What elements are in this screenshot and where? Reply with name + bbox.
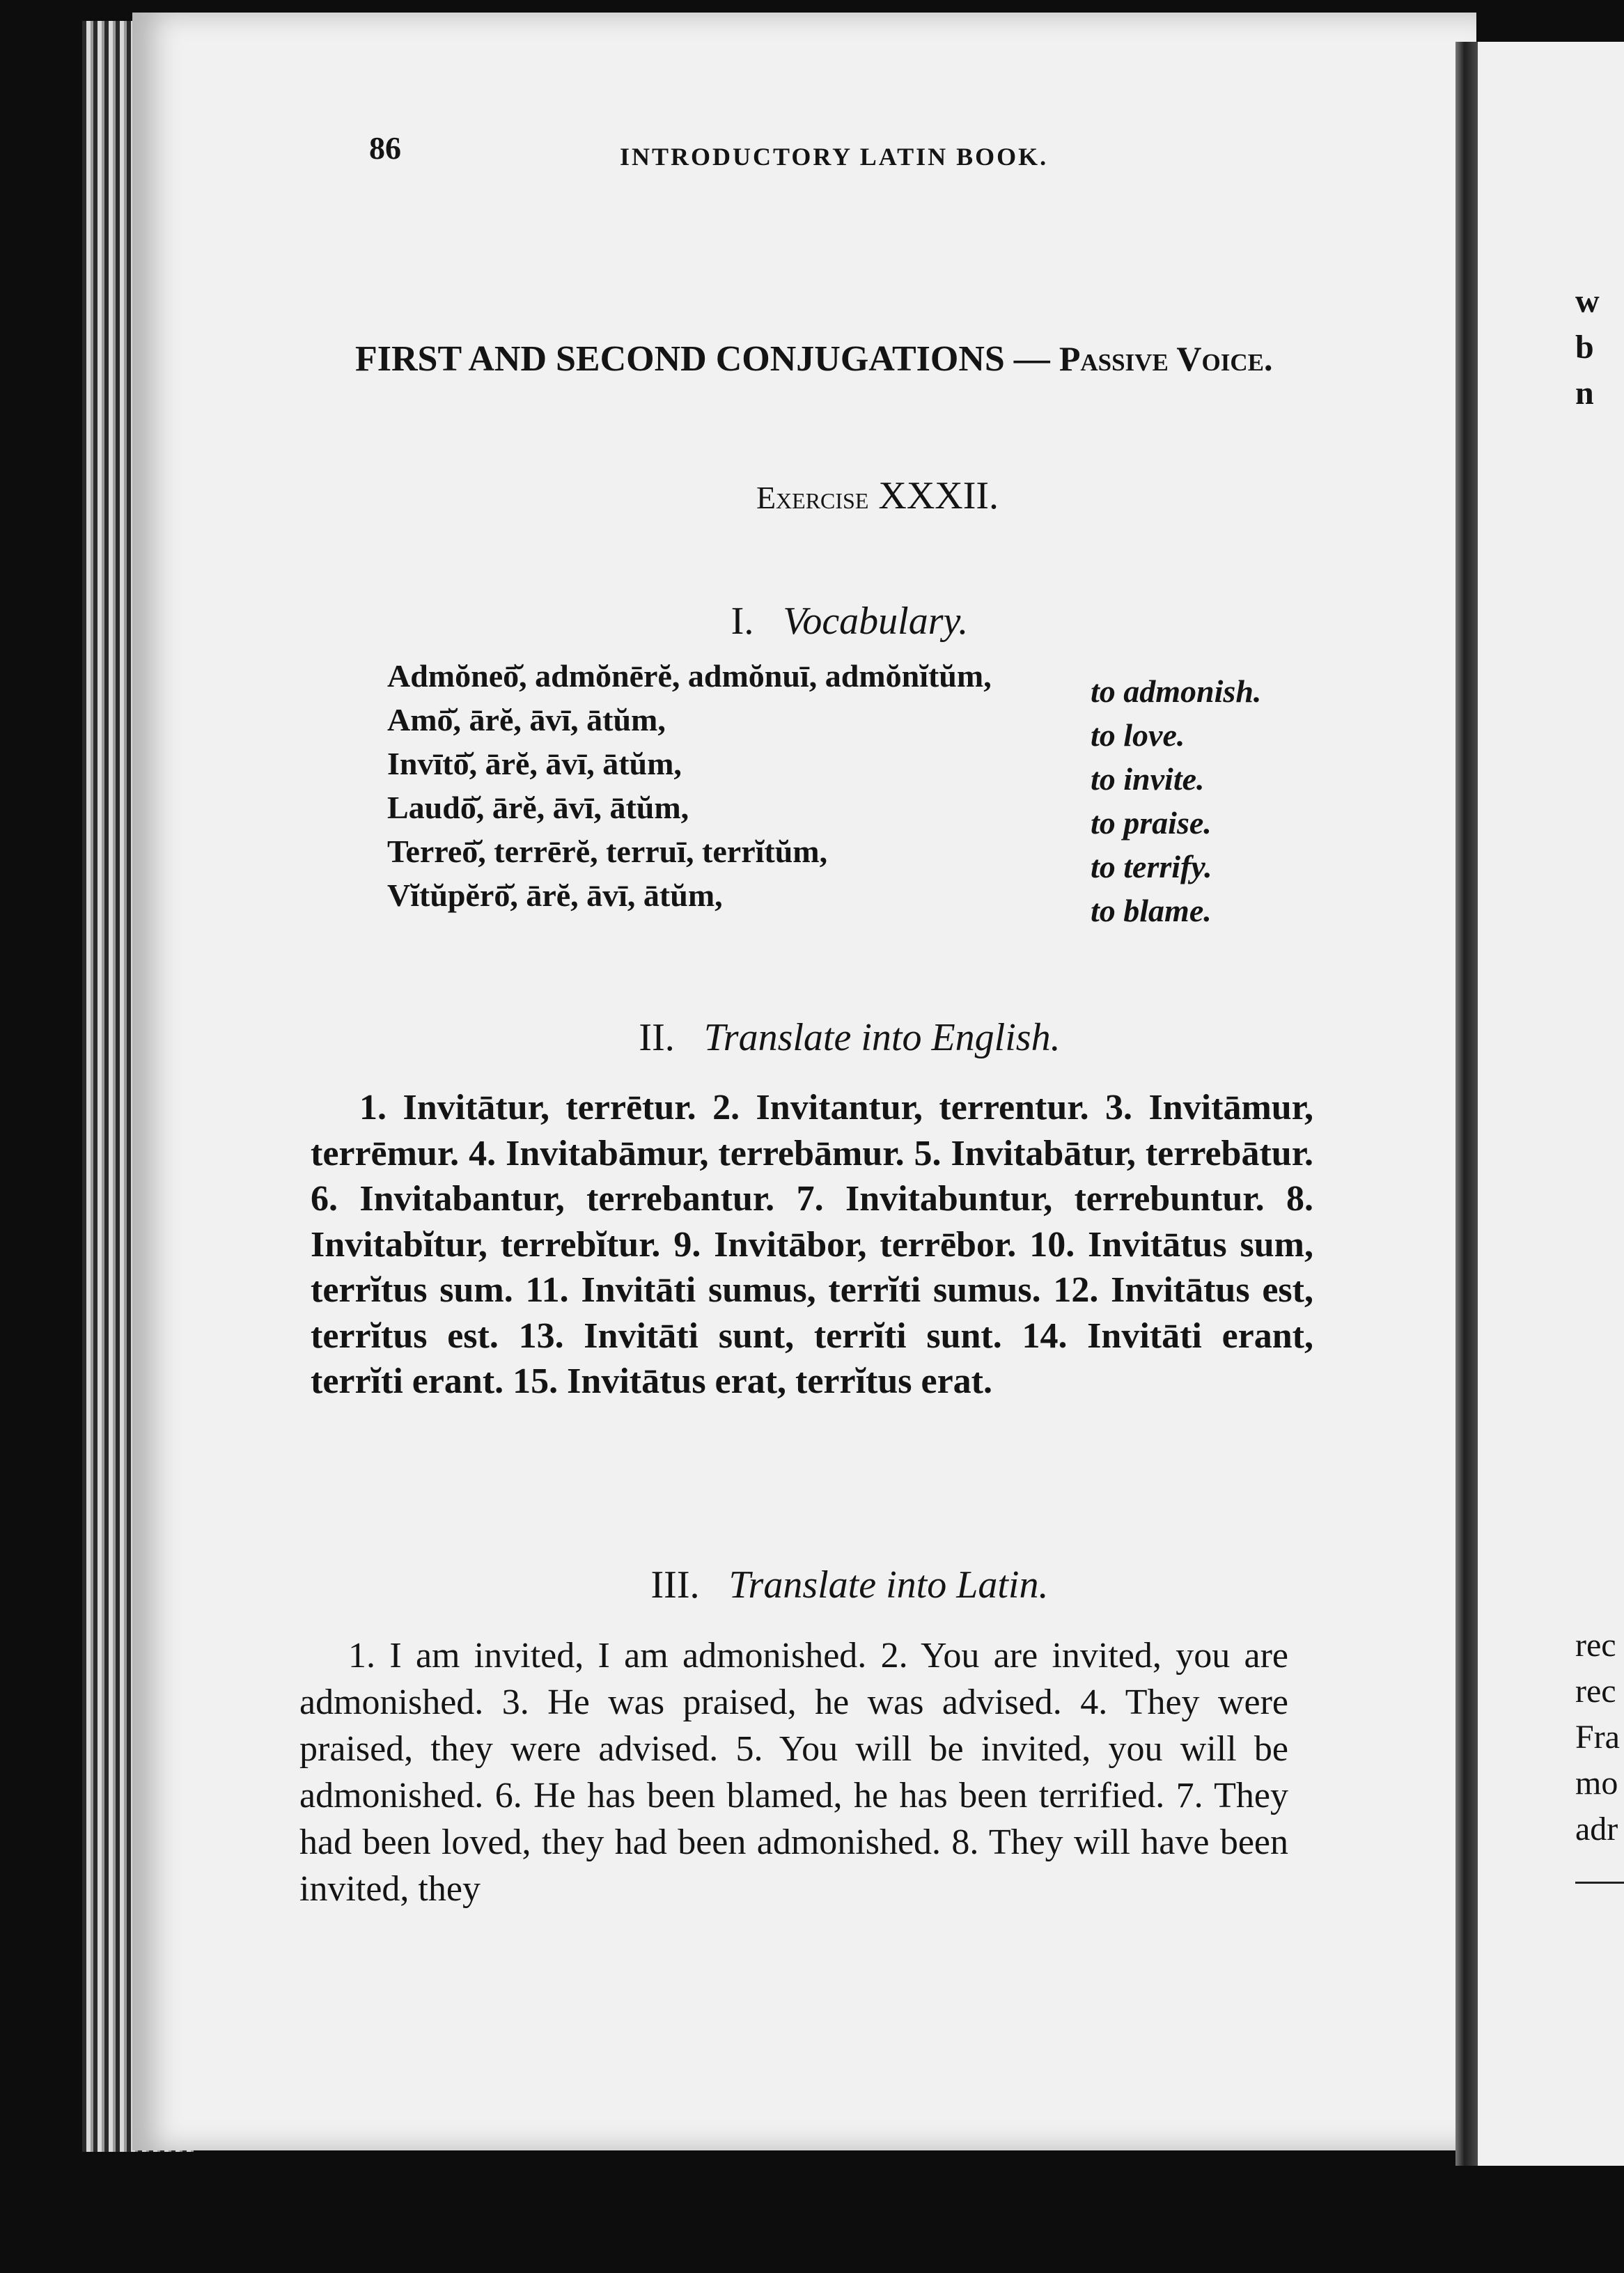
exercise-number: XXXII. bbox=[878, 474, 999, 517]
facing-rule bbox=[1575, 1882, 1624, 1884]
translate-latin-title: Translate into Latin. bbox=[728, 1563, 1049, 1607]
running-title: INTRODUCTORY LATIN BOOK. bbox=[620, 143, 1049, 171]
facing-fragment: b bbox=[1575, 329, 1594, 366]
vocabulary-entry bbox=[387, 657, 1306, 709]
translate-english-title: Translate into English. bbox=[703, 1016, 1061, 1059]
latin-word: Invītō̆, ārĕ, āvī, ātŭm, bbox=[387, 746, 682, 781]
english-meaning: to love. bbox=[1091, 717, 1185, 753]
vocabulary-entry bbox=[387, 745, 1306, 797]
vocabulary-entry bbox=[387, 877, 1306, 928]
vocabulary-title: Vocabulary. bbox=[783, 600, 969, 643]
section-title-main: FIRST AND SECOND CONJUGATIONS — bbox=[355, 339, 1050, 379]
latin-exercise-text: 1. Invitātur, terrētur. 2. Invitantur, terrentur. 3. Invitāmur, terrēmur. 4. Invitabāmur, terrebāmur. 5. Invitabātur, terrebātur. 6. Invitabantur, terrebantur. 7. Invitabuntur, terrebuntur. 8. Invitabĭtur, terrebĭtur. 9. Invitābor, terrēbor. 10. Invitātus sum, terrĭtus sum. 11. Invitāti sumus, terrĭti sumus. 12. Invitātus est, terrĭtus est. 13. Invitāti sunt, terrĭti sunt. 14. Invitāti erant, terrĭti erant. 15. Invitātus erat, terrĭtus erat. bbox=[311, 1088, 1313, 1401]
facing-fragment: mo bbox=[1575, 1765, 1618, 1802]
exercise-title bbox=[355, 474, 1400, 518]
facing-page bbox=[1478, 42, 1624, 2166]
english-exercise-text: 1. I am invited, I am admonished. 2. You are invited, you are admonished. 3. He was praised, he was advised. 4. They were praised, they were advised. 5. You will be invited, you will be admonished. 6. He has been blamed, he has been terrified. 7. They had been loved, they had been admonished. 8. They will have been invited, they bbox=[299, 1636, 1288, 1909]
vocabulary-entry bbox=[387, 833, 1306, 884]
facing-fragment: rec bbox=[1575, 1673, 1616, 1710]
english-meaning: to blame. bbox=[1091, 893, 1212, 928]
translate-english-numeral: II. bbox=[639, 1016, 675, 1059]
vocabulary-entry bbox=[387, 789, 1306, 841]
facing-fragment: rec bbox=[1575, 1627, 1616, 1664]
latin-word: Admŏneō̆, admŏnērĕ, admŏnuī, admŏnĭtŭm, bbox=[387, 658, 992, 694]
page-number: 86 bbox=[369, 130, 401, 166]
translate-latin-numeral: III. bbox=[650, 1563, 700, 1607]
exercise-label: Exercise bbox=[756, 480, 869, 515]
book-spine bbox=[1455, 42, 1478, 2166]
vocabulary-heading bbox=[306, 599, 1393, 643]
english-meaning: to terrify. bbox=[1091, 849, 1212, 884]
translate-latin-heading bbox=[306, 1563, 1393, 1607]
vocabulary-numeral: I. bbox=[731, 600, 754, 643]
facing-fragment: adr bbox=[1575, 1811, 1618, 1848]
english-meaning: to invite. bbox=[1091, 761, 1205, 797]
section-subtitle: Passive Voice. bbox=[1059, 339, 1273, 378]
page-header bbox=[369, 130, 1400, 185]
facing-fragment: w bbox=[1575, 283, 1600, 320]
latin-word: Vĭtŭpĕrō̆, ārĕ, āvī, ātŭm, bbox=[387, 877, 723, 913]
facing-fragment: Fra bbox=[1575, 1719, 1620, 1756]
latin-word: Terreō̆, terrērĕ, terruī, terrĭtŭm, bbox=[387, 834, 828, 869]
vocabulary-entry bbox=[387, 701, 1306, 753]
english-meaning: to admonish. bbox=[1091, 673, 1262, 709]
section-title bbox=[355, 338, 1400, 380]
english-meaning: to praise. bbox=[1091, 805, 1212, 841]
latin-word: Amō̆, ārĕ, āvī, ātŭm, bbox=[387, 702, 666, 737]
translate-english-heading bbox=[306, 1015, 1393, 1060]
facing-fragment: n bbox=[1575, 375, 1594, 412]
vocabulary-list bbox=[387, 657, 1306, 928]
latin-word: Laudō̆, ārĕ, āvī, ātŭm, bbox=[387, 790, 689, 825]
